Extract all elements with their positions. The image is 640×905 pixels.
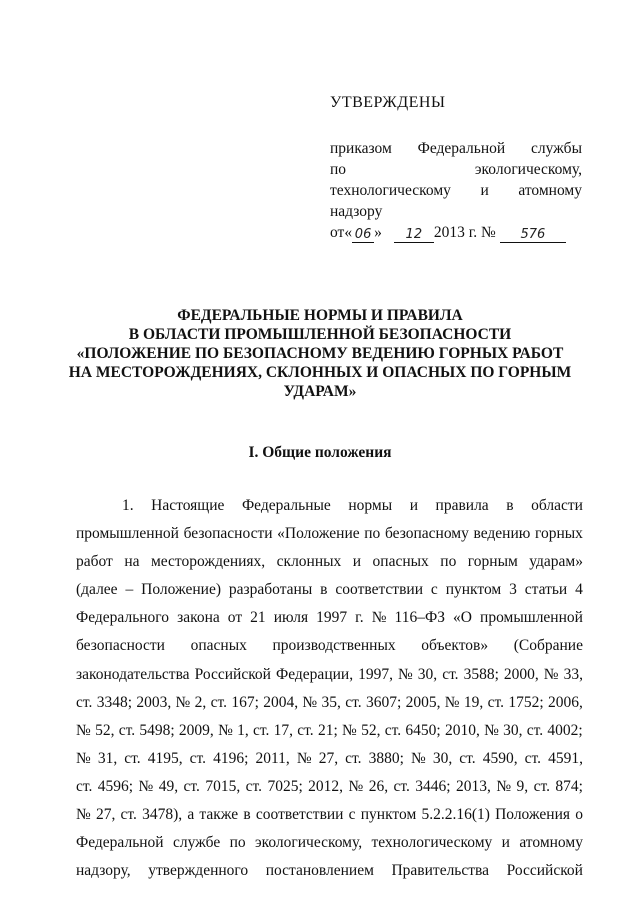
title-line: ФЕДЕРАЛЬНЫЕ НОРМЫ И ПРАВИЛА bbox=[177, 307, 463, 324]
paragraph-word: 7015, bbox=[205, 777, 241, 795]
paragraph-word: 52, bbox=[361, 721, 381, 739]
paragraph-word: № bbox=[397, 665, 413, 683]
paragraph-word: № bbox=[348, 777, 364, 795]
paragraph-word: 27, bbox=[318, 749, 339, 767]
paragraph-word: 4195, bbox=[147, 749, 183, 767]
paragraph-word: № bbox=[410, 749, 426, 767]
paragraph-word: 9, bbox=[516, 777, 529, 795]
approval-lines bbox=[330, 138, 582, 222]
paragraph-word: 2000, bbox=[503, 665, 539, 683]
paragraph-line bbox=[76, 773, 583, 801]
paragraph-word: 3 bbox=[509, 581, 517, 599]
paragraph-word: 3880; bbox=[368, 749, 404, 767]
paragraph-word: 33, bbox=[563, 665, 583, 683]
paragraph-word: г. bbox=[355, 609, 364, 627]
paragraph-word: № bbox=[296, 749, 312, 767]
paragraph-word: ст. bbox=[524, 749, 542, 767]
paragraph-word: атомному bbox=[519, 834, 583, 852]
paragraph-word: производственных bbox=[272, 637, 396, 655]
paragraph-word: соответствии bbox=[335, 581, 423, 599]
paragraph-word: технологическому bbox=[371, 834, 493, 852]
paragraph-line bbox=[76, 576, 583, 604]
document-title bbox=[60, 306, 580, 401]
approval-word: технологическому bbox=[330, 182, 451, 199]
paragraph-word: ст. bbox=[297, 721, 314, 739]
paragraph-word: Федеральной bbox=[76, 834, 164, 852]
paragraph-word: 1. bbox=[122, 497, 134, 514]
paragraph-word: безопасному bbox=[384, 525, 469, 543]
paragraph-word: опасных bbox=[190, 637, 247, 655]
paragraph-line bbox=[76, 661, 583, 689]
paragraph-word: по bbox=[229, 834, 246, 852]
paragraph-word: Правительства bbox=[391, 862, 490, 880]
paragraph-word: ст. bbox=[487, 693, 504, 711]
paragraph-word: законодательства bbox=[76, 665, 190, 683]
paragraph-word: безопасности bbox=[183, 525, 273, 543]
paragraph-word: ст. bbox=[76, 777, 93, 795]
paragraph-word: 4591, bbox=[548, 749, 583, 767]
paragraph-word: 26, bbox=[368, 777, 389, 795]
paragraph-word: 27, bbox=[95, 806, 116, 824]
paragraph-word: ст. bbox=[345, 749, 362, 767]
approval-line bbox=[330, 138, 582, 159]
paragraph-word: с bbox=[430, 581, 438, 599]
paragraph-word: ст. bbox=[210, 693, 227, 711]
paragraph-word: 30, bbox=[503, 721, 523, 739]
section-heading: I. Общие положения bbox=[248, 444, 392, 461]
paragraph-word: 3607; bbox=[365, 693, 402, 711]
paragraph-word: 2004, bbox=[263, 693, 299, 711]
paragraph-word: 5.2.2.16(1) bbox=[421, 806, 490, 824]
paragraph-word: ст. bbox=[526, 721, 544, 739]
approval-word: и bbox=[480, 182, 489, 199]
paragraph-word: № bbox=[218, 721, 233, 739]
approval-line bbox=[330, 180, 582, 201]
paragraph-word: горных bbox=[534, 525, 583, 543]
approval-line bbox=[330, 201, 582, 222]
paragraph-word: Положения bbox=[495, 806, 571, 824]
paragraph-word: 30, bbox=[432, 749, 453, 767]
paragraph-word: склонных bbox=[276, 553, 342, 571]
paragraph-word: 1997 bbox=[316, 609, 348, 627]
paragraph-line bbox=[76, 717, 583, 745]
paragraph-word: 2010, bbox=[444, 721, 480, 739]
paragraph-word: 4590, bbox=[482, 749, 518, 767]
handwritten-day: 06 bbox=[352, 227, 374, 243]
paragraph-word: 52, bbox=[95, 721, 115, 739]
paragraph-word: опасных bbox=[372, 553, 429, 571]
paragraph-word: по bbox=[440, 553, 457, 571]
paragraph-word: Федерации, bbox=[276, 665, 354, 683]
paragraph-word: 2011, bbox=[255, 749, 290, 767]
paragraph-word: № bbox=[371, 609, 387, 627]
paragraph-word: – bbox=[125, 581, 134, 599]
paragraph-word: (далее bbox=[76, 581, 118, 599]
paragraph-word: 2003, bbox=[136, 693, 172, 711]
paragraph-word: на bbox=[124, 553, 140, 571]
paragraph-line bbox=[76, 520, 583, 548]
paragraph-word: в bbox=[506, 497, 514, 514]
paragraph-word: 4 bbox=[575, 581, 583, 599]
paragraph-word: № bbox=[175, 693, 191, 711]
paragraph-line bbox=[76, 492, 583, 520]
paragraph-word: № bbox=[76, 749, 91, 767]
paragraph-body bbox=[76, 492, 583, 885]
paragraph-word: надзору, bbox=[76, 862, 131, 880]
title-line: В ОБЛАСТИ ПРОМЫШЛЕННОЙ БЕЗОПАСНОСТИ bbox=[128, 326, 512, 343]
paragraph-word: разработаны bbox=[228, 581, 313, 599]
paragraph-word: и bbox=[501, 834, 510, 852]
paragraph-word: 2009, bbox=[178, 721, 214, 739]
paragraph-word: статьи bbox=[524, 581, 568, 599]
approval-heading: УТВЕРЖДЕНЫ bbox=[330, 94, 446, 111]
paragraph-word: безопасности bbox=[76, 637, 165, 655]
paragraph-word: июля bbox=[273, 609, 309, 627]
paragraph-line bbox=[76, 829, 583, 857]
paragraph-word: Федерального bbox=[76, 609, 170, 627]
paragraph-word: 3348; bbox=[96, 693, 133, 711]
approval-word: экологическому, bbox=[474, 161, 582, 178]
paragraph-word: № bbox=[342, 721, 357, 739]
paragraph-word: месторождениях, bbox=[150, 553, 266, 571]
paragraph-word: работ bbox=[76, 553, 113, 571]
paragraph-word: также bbox=[199, 806, 239, 824]
paragraph-word: 2006, bbox=[547, 693, 583, 711]
date-year-text: 2013 г. № bbox=[433, 224, 496, 241]
paragraph-word: 3478), bbox=[142, 806, 183, 824]
date-prefix: от« bbox=[330, 224, 353, 241]
title-line: «ПОЛОЖЕНИЕ ПО БЕЗОПАСНОМУ ВЕДЕНИЮ ГОРНЫХ РАБОТ bbox=[76, 345, 564, 362]
paragraph-word: ст. bbox=[459, 749, 476, 767]
approval-word: по bbox=[330, 161, 347, 178]
paragraph-word: горным bbox=[467, 553, 518, 571]
title-line: НА МЕСТОРОЖДЕНИЯХ, СКЛОННЫХ И ОПАСНЫХ ПО ГОРНЫМ bbox=[68, 364, 572, 381]
paragraph-line bbox=[76, 604, 583, 632]
approval-line bbox=[330, 159, 582, 180]
paragraph-word: экологическому, bbox=[254, 834, 363, 852]
paragraph-word: ст. bbox=[183, 777, 200, 795]
approval-block bbox=[330, 92, 582, 243]
paragraph-word: правила bbox=[435, 497, 489, 514]
paragraph-word: «Положение bbox=[277, 525, 360, 543]
paragraph-word: «О bbox=[453, 609, 472, 627]
paragraph-word: 21; bbox=[317, 721, 338, 739]
paragraph-word: № bbox=[543, 665, 559, 683]
paragraph-word: 5498; bbox=[139, 721, 175, 739]
approval-word: атомному bbox=[518, 182, 582, 199]
paragraph-word: объектов» bbox=[421, 637, 489, 655]
paragraph-word: постановлением bbox=[265, 862, 374, 880]
paragraph-word: № bbox=[76, 721, 91, 739]
paragraph-word: ст. bbox=[76, 693, 93, 711]
paragraph-word: № bbox=[76, 806, 91, 824]
paragraph-word: 1752; bbox=[508, 693, 544, 711]
paragraph-word: Настоящие bbox=[151, 497, 225, 514]
paragraph-word: № bbox=[302, 693, 318, 711]
paragraph-word: Российской bbox=[194, 665, 271, 683]
paragraph-word: Положение) bbox=[141, 581, 221, 599]
handwritten-order-number: 576 bbox=[500, 227, 566, 243]
title-line: УДАРАМ» bbox=[283, 383, 357, 400]
approval-word: надзору bbox=[330, 203, 383, 220]
paragraph-word: ст. bbox=[120, 806, 137, 824]
paragraph-word: 3588; bbox=[463, 665, 499, 683]
paragraph-word: 2012, bbox=[308, 777, 344, 795]
paragraph-word: области bbox=[531, 497, 583, 514]
paragraph-word: и bbox=[352, 553, 362, 571]
paragraph-word: 35, bbox=[321, 693, 341, 711]
paragraph-word: от bbox=[227, 609, 243, 627]
paragraph-word: 3446; bbox=[415, 777, 451, 795]
paragraph-word: 1, bbox=[237, 721, 249, 739]
paragraph-word: ст. bbox=[442, 665, 459, 683]
approval-date-line bbox=[330, 222, 582, 243]
paragraph-line bbox=[76, 632, 583, 660]
paragraph-word: ст. bbox=[393, 777, 410, 795]
paragraph-word: ст. bbox=[245, 777, 263, 795]
approval-word: службы bbox=[531, 140, 582, 157]
paragraph-word: ударам» bbox=[529, 553, 583, 571]
paragraph-word: утвержденного bbox=[148, 862, 249, 880]
paragraph-word: № bbox=[496, 777, 512, 795]
paragraph-line bbox=[76, 689, 583, 717]
paragraph-line bbox=[76, 801, 583, 829]
paragraph-word: ст. bbox=[384, 721, 402, 739]
paragraph-word: № bbox=[138, 777, 154, 795]
paragraph-word: Российской bbox=[506, 862, 583, 880]
paragraph-word: 116–ФЗ bbox=[394, 609, 445, 627]
paragraph-word: 49, bbox=[158, 777, 179, 795]
paragraph-word: ведению bbox=[473, 525, 531, 543]
paragraph-word: ст. bbox=[124, 749, 141, 767]
paragraph-line bbox=[76, 745, 583, 773]
paragraph-word: пунктом bbox=[445, 581, 502, 599]
paragraph-word: промышленной bbox=[480, 609, 583, 627]
paragraph-word: о bbox=[575, 806, 583, 824]
paragraph-word: промышленной bbox=[76, 525, 179, 543]
paragraph-word: ст. bbox=[253, 721, 270, 739]
paragraph-line bbox=[76, 857, 583, 885]
handwritten-month: 12 bbox=[394, 227, 434, 243]
approval-word: Федеральной bbox=[417, 140, 506, 157]
paragraph-word: в bbox=[243, 806, 251, 824]
paragraph-word: 1997, bbox=[358, 665, 393, 683]
paragraph-word: 19, bbox=[463, 693, 484, 711]
paragraph-word: 17, bbox=[273, 721, 294, 739]
paragraph-word: ст. bbox=[345, 693, 362, 711]
paragraph-word: ст. bbox=[118, 721, 136, 739]
paragraph-word: нормы bbox=[348, 497, 393, 514]
paragraph-word: 30, bbox=[417, 665, 438, 683]
paragraph-word: 7025; bbox=[267, 777, 303, 795]
paragraph-word: 4196; bbox=[213, 749, 249, 767]
paragraph-word: 21 bbox=[250, 609, 266, 627]
paragraph-word: пунктом bbox=[360, 806, 417, 824]
paragraph-word: 2013, bbox=[456, 777, 491, 795]
approval-word: приказом bbox=[330, 140, 392, 157]
paragraph-word: 4596; bbox=[97, 777, 134, 795]
paragraph-word: № bbox=[444, 693, 460, 711]
paragraph-word: с bbox=[348, 806, 356, 824]
paragraph-word: Федеральные bbox=[241, 497, 331, 514]
paragraph-word: (Собрание bbox=[513, 637, 583, 655]
paragraph-word: 6450; bbox=[405, 721, 441, 739]
paragraph-word: 874; bbox=[555, 777, 583, 795]
paragraph-word: ст. bbox=[189, 749, 207, 767]
paragraph-word: 2005, bbox=[405, 693, 441, 711]
paragraph-word: ст. bbox=[533, 777, 550, 795]
paragraph-word: 4002; bbox=[547, 721, 583, 739]
paragraph-word: 31, bbox=[97, 749, 118, 767]
paragraph-word: 167; bbox=[231, 693, 259, 711]
paragraph-word: закона bbox=[177, 609, 220, 627]
paragraph-line bbox=[76, 548, 583, 576]
paragraph-word: а bbox=[187, 806, 195, 824]
paragraph-word: службе bbox=[172, 834, 221, 852]
paragraph-word: 2, bbox=[194, 693, 207, 711]
date-day-close: » bbox=[374, 224, 382, 241]
paragraph-word: по bbox=[364, 525, 381, 543]
paragraph-word: и bbox=[409, 497, 418, 514]
paragraph-word: № bbox=[484, 721, 499, 739]
paragraph-word: в bbox=[320, 581, 328, 599]
paragraph-word: соответствии bbox=[255, 806, 344, 824]
